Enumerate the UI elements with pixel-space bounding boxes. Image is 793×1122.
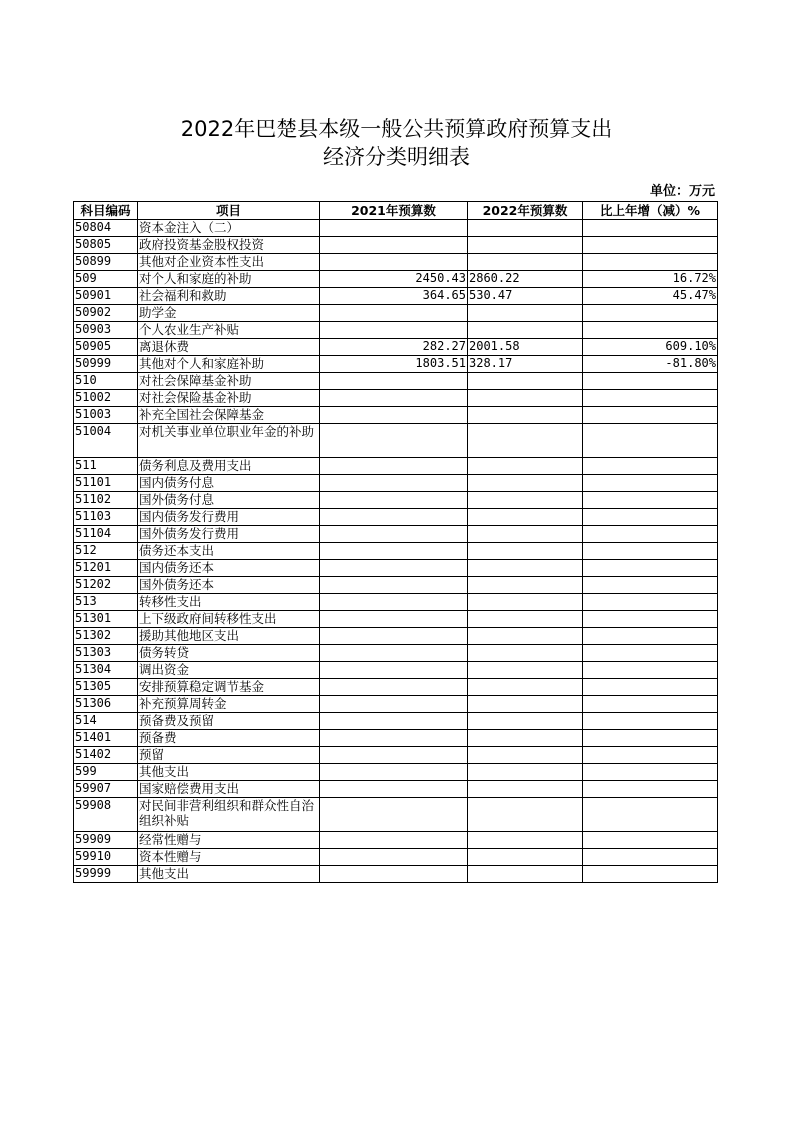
change-cell [583,577,718,594]
item-cell: 对社会保险基金补助 [138,390,320,407]
change-cell [583,713,718,730]
change-cell [583,390,718,407]
item-cell: 其他对个人和家庭补助 [138,356,320,373]
table-row [74,237,718,254]
change-cell [583,543,718,560]
code-cell: 50902 [74,305,138,322]
budget-2021-cell [320,696,468,713]
code-cell: 51101 [74,475,138,492]
item-cell: 国内债务发行费用 [138,509,320,526]
table-row [74,526,718,543]
change-cell [583,764,718,781]
budget-2021-cell [320,475,468,492]
budget-2021-cell [320,543,468,560]
table-header-row [74,202,718,220]
table-row [74,288,718,305]
item-cell: 国家赔偿费用支出 [138,781,320,798]
table-row [74,866,718,883]
change-cell [583,237,718,254]
budget-2022-cell [468,713,583,730]
budget-2021-cell [320,781,468,798]
budget-2021-cell [320,662,468,679]
page-title-line2: 经济分类明细表 [323,145,470,169]
budget-2022-cell [468,407,583,424]
budget-2022-cell [468,645,583,662]
table-row [74,628,718,645]
table-row [74,662,718,679]
change-cell [583,492,718,509]
budget-2022-cell [468,594,583,611]
budget-2021-cell [320,322,468,339]
budget-2021-cell [320,798,468,832]
budget-2021-cell [320,560,468,577]
budget-2022-cell [468,560,583,577]
table-row [74,254,718,271]
item-cell: 助学金 [138,305,320,322]
item-cell: 国内债务付息 [138,475,320,492]
change-cell [583,322,718,339]
item-cell: 其他对企业资本性支出 [138,254,320,271]
item-cell: 对个人和家庭的补助 [138,271,320,288]
table-row [74,373,718,390]
item-cell: 资本性赠与 [138,849,320,866]
change-cell [583,645,718,662]
budget-2021-cell [320,832,468,849]
budget-2022-cell [468,730,583,747]
code-cell: 51306 [74,696,138,713]
table-row [74,730,718,747]
change-cell [583,662,718,679]
change-cell [583,407,718,424]
change-cell: 16.72% [583,271,718,288]
code-cell: 59909 [74,832,138,849]
budget-2022-cell [468,475,583,492]
code-cell: 50899 [74,254,138,271]
budget-2022-cell [468,781,583,798]
item-cell: 国外债务付息 [138,492,320,509]
table-row [74,475,718,492]
item-cell: 债务还本支出 [138,543,320,560]
item-cell: 国外债务发行费用 [138,526,320,543]
header-item: 项目 [138,202,320,220]
table-row [74,764,718,781]
budget-2021-cell [320,849,468,866]
header-budget-2021: 2021年预算数 [320,202,468,220]
item-cell: 上下级政府间转移性支出 [138,611,320,628]
table-row [74,594,718,611]
item-cell: 其他支出 [138,866,320,883]
budget-2022-cell [468,832,583,849]
table-row [74,509,718,526]
code-cell: 59907 [74,781,138,798]
budget-2022-cell [468,322,583,339]
change-cell [583,594,718,611]
budget-2021-cell [320,424,468,458]
code-cell: 59999 [74,866,138,883]
budget-2021-cell [320,305,468,322]
budget-2022-cell [468,458,583,475]
change-cell [583,611,718,628]
change-cell: 609.10% [583,339,718,356]
budget-2022-cell [468,628,583,645]
change-cell [583,373,718,390]
table-row [74,645,718,662]
budget-2021-cell [320,594,468,611]
code-cell: 513 [74,594,138,611]
item-cell: 个人农业生产补贴 [138,322,320,339]
code-cell: 51002 [74,390,138,407]
page-title-line1: 2022年巴楚县本级一般公共预算政府预算支出 [180,117,613,141]
budget-2021-cell [320,577,468,594]
budget-2022-cell [468,866,583,883]
table-row [74,696,718,713]
table-row [74,492,718,509]
table-row [74,577,718,594]
item-cell: 国外债务还本 [138,577,320,594]
change-cell [583,220,718,237]
item-cell: 债务利息及费用支出 [138,458,320,475]
code-cell: 51102 [74,492,138,509]
item-cell: 预留 [138,747,320,764]
budget-2021-cell [320,390,468,407]
change-cell [583,526,718,543]
budget-2021-cell [320,764,468,781]
budget-2021-cell: 282.27 [320,339,468,356]
item-cell: 预备费及预留 [138,713,320,730]
change-cell [583,628,718,645]
table-row [74,458,718,475]
budget-2021-cell [320,237,468,254]
item-cell: 调出资金 [138,662,320,679]
code-cell: 51201 [74,560,138,577]
budget-2021-cell [320,611,468,628]
budget-2022-cell [468,849,583,866]
code-cell: 51202 [74,577,138,594]
budget-2022-cell [468,373,583,390]
budget-2022-cell [468,764,583,781]
change-cell [583,475,718,492]
change-cell: -81.80% [583,356,718,373]
budget-2021-cell [320,866,468,883]
item-cell: 对机关事业单位职业年金的补助 [138,424,320,458]
code-cell: 51304 [74,662,138,679]
code-cell: 51401 [74,730,138,747]
item-cell: 转移性支出 [138,594,320,611]
code-cell: 51003 [74,407,138,424]
item-cell: 补充预算周转金 [138,696,320,713]
item-cell: 其他支出 [138,764,320,781]
table-row [74,832,718,849]
budget-2022-cell [468,492,583,509]
table-row [74,747,718,764]
change-cell [583,560,718,577]
budget-2021-cell: 2450.43 [320,271,468,288]
budget-2021-cell [320,458,468,475]
header-code: 科目编码 [74,202,138,220]
code-cell: 509 [74,271,138,288]
item-cell: 援助其他地区支出 [138,628,320,645]
budget-2021-cell [320,730,468,747]
item-cell: 经常性赠与 [138,832,320,849]
change-cell [583,509,718,526]
budget-2021-cell [320,220,468,237]
change-cell [583,254,718,271]
code-cell: 50903 [74,322,138,339]
change-cell [583,866,718,883]
code-cell: 50901 [74,288,138,305]
table-row [74,339,718,356]
table-row [74,322,718,339]
budget-2021-cell [320,509,468,526]
budget-2022-cell [468,509,583,526]
change-cell [583,458,718,475]
budget-2022-cell [468,424,583,458]
code-cell: 51104 [74,526,138,543]
budget-2021-cell: 1803.51 [320,356,468,373]
item-cell: 补充全国社会保障基金 [138,407,320,424]
budget-2022-cell: 328.17 [468,356,583,373]
budget-2022-cell [468,696,583,713]
item-cell: 对社会保障基金补助 [138,373,320,390]
budget-2022-cell [468,237,583,254]
code-cell: 50905 [74,339,138,356]
code-cell: 51301 [74,611,138,628]
code-cell: 50804 [74,220,138,237]
header-change: 比上年增（减）% [583,202,718,220]
budget-2022-cell [468,220,583,237]
item-cell: 社会福利和救助 [138,288,320,305]
budget-2021-cell [320,628,468,645]
change-cell [583,679,718,696]
budget-table [73,201,718,883]
change-cell [583,424,718,458]
budget-2022-cell: 2860.22 [468,271,583,288]
table-row [74,220,718,237]
budget-2022-cell [468,798,583,832]
table-row [74,390,718,407]
budget-2022-cell [468,543,583,560]
item-cell: 国内债务还本 [138,560,320,577]
budget-2021-cell [320,254,468,271]
budget-2021-cell [320,747,468,764]
change-cell [583,781,718,798]
table-row [74,849,718,866]
change-cell: 45.47% [583,288,718,305]
budget-2022-cell [468,390,583,407]
budget-2022-cell [468,747,583,764]
item-cell: 资本金注入（二） [138,220,320,237]
change-cell [583,798,718,832]
header-budget-2022: 2022年预算数 [468,202,583,220]
code-cell: 50999 [74,356,138,373]
code-cell: 512 [74,543,138,560]
table-row [74,798,718,832]
change-cell [583,849,718,866]
table-row [74,407,718,424]
budget-2022-cell [468,611,583,628]
item-cell: 离退休费 [138,339,320,356]
unit-label: 单位：万元 [649,184,715,199]
code-cell: 511 [74,458,138,475]
budget-2022-cell [468,577,583,594]
code-cell: 510 [74,373,138,390]
table-row [74,356,718,373]
item-cell: 债务转贷 [138,645,320,662]
code-cell: 599 [74,764,138,781]
code-cell: 51402 [74,747,138,764]
code-cell: 51103 [74,509,138,526]
budget-2021-cell [320,526,468,543]
table-row [74,305,718,322]
code-cell: 51303 [74,645,138,662]
budget-2021-cell [320,679,468,696]
code-cell: 59910 [74,849,138,866]
code-cell: 51302 [74,628,138,645]
budget-2022-cell: 530.47 [468,288,583,305]
item-cell: 预备费 [138,730,320,747]
budget-2022-cell [468,662,583,679]
change-cell [583,730,718,747]
code-cell: 50805 [74,237,138,254]
change-cell [583,747,718,764]
table-row [74,271,718,288]
budget-2021-cell [320,645,468,662]
table-row [74,781,718,798]
code-cell: 51305 [74,679,138,696]
change-cell [583,832,718,849]
code-cell: 514 [74,713,138,730]
budget-2022-cell [468,305,583,322]
table-row [74,560,718,577]
table-row [74,543,718,560]
budget-2021-cell [320,713,468,730]
budget-2022-cell: 2001.58 [468,339,583,356]
budget-2022-cell [468,679,583,696]
table-row [74,713,718,730]
table-row [74,424,718,458]
code-cell: 51004 [74,424,138,458]
item-cell: 对民间非营利组织和群众性自治组织补贴 [138,798,320,832]
table-row [74,611,718,628]
code-cell: 59908 [74,798,138,832]
budget-2022-cell [468,526,583,543]
item-cell: 安排预算稳定调节基金 [138,679,320,696]
table-row [74,679,718,696]
budget-2021-cell [320,373,468,390]
item-cell: 政府投资基金股权投资 [138,237,320,254]
change-cell [583,305,718,322]
change-cell [583,696,718,713]
budget-2022-cell [468,254,583,271]
budget-2021-cell: 364.65 [320,288,468,305]
budget-2021-cell [320,492,468,509]
budget-2021-cell [320,407,468,424]
